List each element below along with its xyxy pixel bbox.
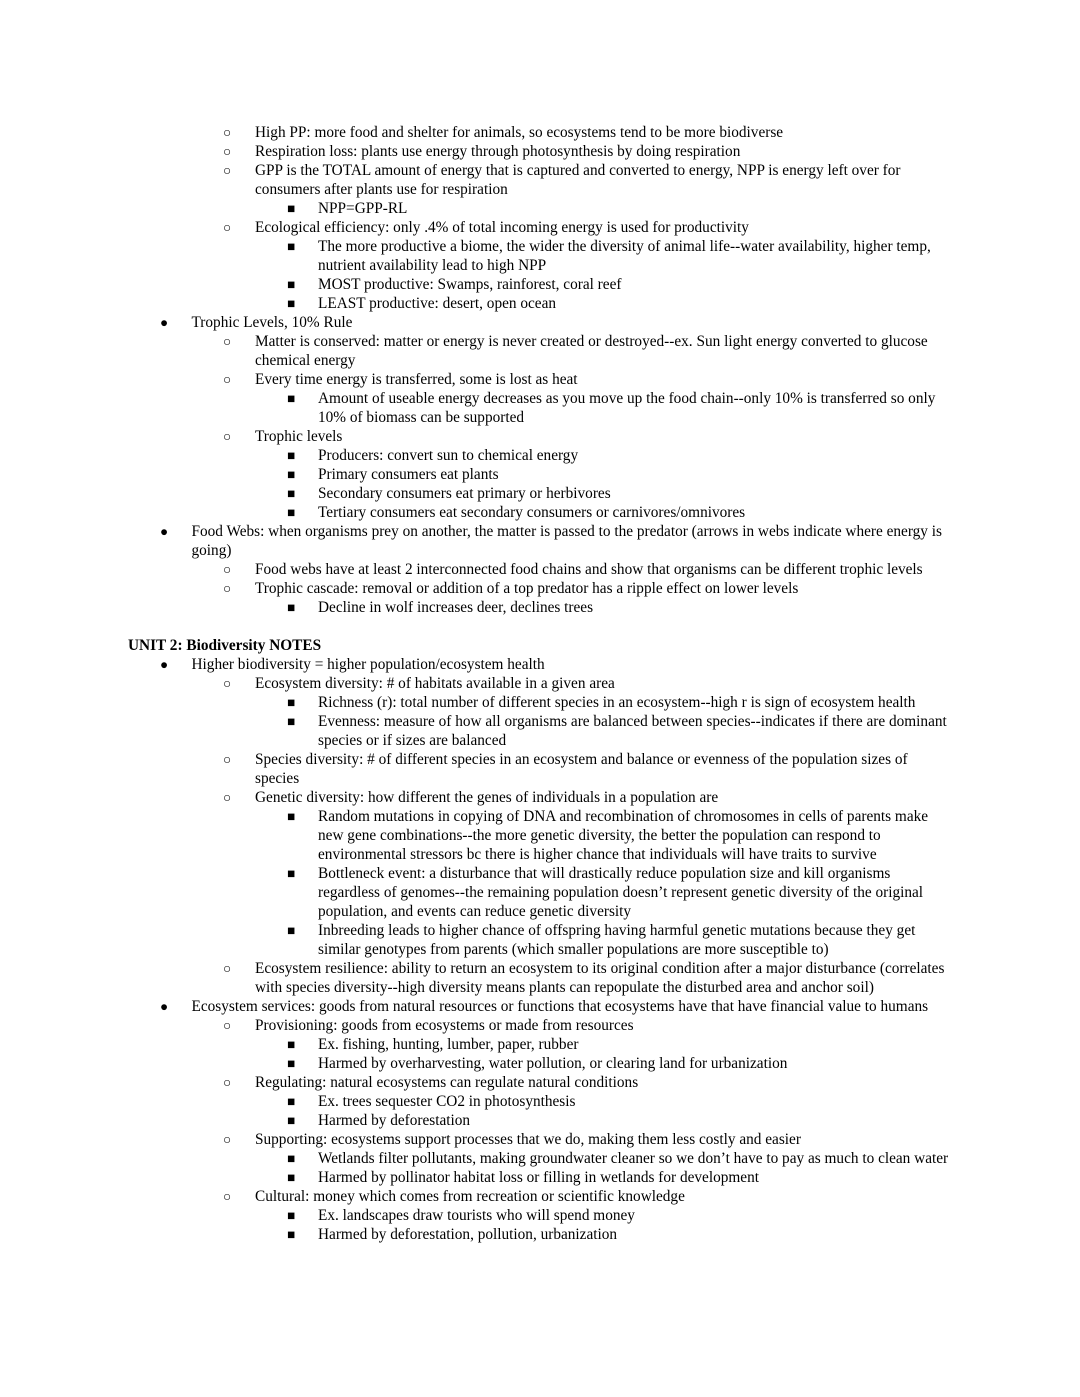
list-item-text: MOST productive: Swamps, rainforest, coral reef bbox=[318, 276, 622, 293]
bullet-square-icon: ■ bbox=[287, 695, 296, 710]
bullet-square-icon: ■ bbox=[287, 1170, 296, 1185]
list-item-text: Higher biodiversity = higher population/ecosystem health bbox=[191, 656, 545, 673]
list-item-text: Trophic cascade: removal or addition of a top predator has a ripple effect on lower levels bbox=[255, 580, 799, 597]
bullet-circle-icon: ○ bbox=[223, 676, 232, 691]
list-item bbox=[128, 1035, 952, 1054]
bullet-circle-icon: ○ bbox=[223, 1189, 232, 1204]
list-item bbox=[128, 1225, 952, 1244]
list-item bbox=[128, 370, 952, 389]
list-item-text: Bottleneck event: a disturbance that will drastically reduce population size and kill organisms regardless of genomes--the remaining population doesn’t represent genetic diversity of the original population, and events can reduce genetic diversity bbox=[318, 865, 924, 920]
list-item-text: LEAST productive: desert, open ocean bbox=[318, 295, 557, 312]
list-item-text: Food Webs: when organisms prey on another, the matter is passed to the predator (arrows in webs indicate where energy is going) bbox=[191, 523, 942, 559]
list-item-text: Regulating: natural ecosystems can regulate natural conditions bbox=[255, 1074, 639, 1091]
bullet-circle-icon: ○ bbox=[223, 581, 232, 596]
list-item-text: Harmed by pollinator habitat loss or filling in wetlands for development bbox=[318, 1169, 759, 1186]
list-item bbox=[128, 332, 952, 370]
bullet-disc-icon: ● bbox=[160, 999, 169, 1014]
list-item bbox=[128, 142, 952, 161]
section-heading: UNIT 2: Biodiversity NOTES bbox=[128, 637, 322, 654]
list-item bbox=[128, 161, 952, 199]
list-item bbox=[128, 674, 952, 693]
list-item-text: Primary consumers eat plants bbox=[318, 466, 499, 483]
list-item-text: Harmed by overharvesting, water pollution, or clearing land for urbanization bbox=[318, 1055, 788, 1072]
list-item bbox=[128, 921, 952, 959]
bullet-square-icon: ■ bbox=[287, 239, 296, 254]
bullet-circle-icon: ○ bbox=[223, 163, 232, 178]
bullet-circle-icon: ○ bbox=[223, 429, 232, 444]
list-item bbox=[128, 218, 952, 237]
list-item bbox=[128, 788, 952, 807]
list-item bbox=[128, 693, 952, 712]
list-item-text: Harmed by deforestation, pollution, urbanization bbox=[318, 1226, 618, 1243]
bullet-square-icon: ■ bbox=[287, 600, 296, 615]
bullet-square-icon: ■ bbox=[287, 505, 296, 520]
list-item-text: Species diversity: # of different species in an ecosystem and balance or evenness of the population sizes of species bbox=[255, 751, 908, 787]
list-item bbox=[128, 959, 952, 997]
list-item-text: Food webs have at least 2 interconnected food chains and show that organisms can be different trophic levels bbox=[255, 561, 923, 578]
list-item bbox=[128, 446, 952, 465]
bullet-square-icon: ■ bbox=[287, 277, 296, 292]
list-item-text: Decline in wolf increases deer, declines trees bbox=[318, 599, 594, 616]
list-item-text: Trophic Levels, 10% Rule bbox=[191, 314, 353, 331]
list-item bbox=[128, 503, 952, 522]
list-item-text: Ecosystem resilience: ability to return an ecosystem to its original condition after a major disturbance (correlates with species diversity--high diversity means plants can repopulate the disturbed area and anchor soil) bbox=[255, 960, 945, 996]
list-item bbox=[128, 389, 952, 427]
list-item-text: Ex. fishing, hunting, lumber, paper, rubber bbox=[318, 1036, 579, 1053]
bullet-square-icon: ■ bbox=[287, 448, 296, 463]
list-item-text: Every time energy is transferred, some is lost as heat bbox=[255, 371, 578, 388]
bullet-square-icon: ■ bbox=[287, 809, 296, 824]
bullet-circle-icon: ○ bbox=[223, 790, 232, 805]
list-item bbox=[128, 313, 952, 332]
list-item bbox=[128, 598, 952, 617]
bullet-square-icon: ■ bbox=[287, 296, 296, 311]
bullet-square-icon: ■ bbox=[287, 1056, 296, 1071]
document-content bbox=[128, 123, 952, 1244]
list-item-text: Tertiary consumers eat secondary consumers or carnivores/omnivores bbox=[318, 504, 746, 521]
list-item-text: Amount of useable energy decreases as you move up the food chain--only 10% is transferred so only 10% of biomass can be supported bbox=[318, 390, 936, 426]
bullet-square-icon: ■ bbox=[287, 1151, 296, 1166]
list-item-text: NPP=GPP-RL bbox=[318, 200, 408, 217]
list-item bbox=[128, 750, 952, 788]
list-item bbox=[128, 199, 952, 218]
list-item-text: Secondary consumers eat primary or herbivores bbox=[318, 485, 611, 502]
list-item bbox=[128, 997, 952, 1016]
list-item bbox=[128, 275, 952, 294]
bullet-square-icon: ■ bbox=[287, 1113, 296, 1128]
list-item bbox=[128, 807, 952, 864]
list-item-text: Inbreeding leads to higher chance of offspring having harmful genetic mutations because they get similar genotypes from parents (which smaller populations are more susceptible to) bbox=[318, 922, 916, 958]
list-item bbox=[128, 484, 952, 503]
list-item bbox=[128, 237, 952, 275]
bullet-circle-icon: ○ bbox=[223, 334, 232, 349]
list-item-text: Evenness: measure of how all organisms are balanced between species--indicates if there are dominant species or if sizes are balanced bbox=[318, 713, 947, 749]
bullet-square-icon: ■ bbox=[287, 486, 296, 501]
list-item bbox=[128, 1073, 952, 1092]
list-item-text: Ecosystem diversity: # of habitats available in a given area bbox=[255, 675, 615, 692]
bullet-square-icon: ■ bbox=[287, 1037, 296, 1052]
list-item bbox=[128, 522, 952, 560]
list-item bbox=[128, 560, 952, 579]
list-item bbox=[128, 1149, 952, 1168]
list-item-text: Ex. landscapes draw tourists who will spend money bbox=[318, 1207, 635, 1224]
list-item bbox=[128, 1016, 952, 1035]
list-item bbox=[128, 1054, 952, 1073]
list-item-text: Cultural: money which comes from recreation or scientific knowledge bbox=[255, 1188, 685, 1205]
list-item-text: High PP: more food and shelter for animals, so ecosystems tend to be more biodiverse bbox=[255, 124, 784, 141]
bullet-square-icon: ■ bbox=[287, 1227, 296, 1242]
bullet-square-icon: ■ bbox=[287, 714, 296, 729]
bullet-circle-icon: ○ bbox=[223, 1132, 232, 1147]
bullet-square-icon: ■ bbox=[287, 1208, 296, 1223]
bullet-circle-icon: ○ bbox=[223, 1075, 232, 1090]
bullet-circle-icon: ○ bbox=[223, 125, 232, 140]
list-item-text: Richness (r): total number of different species in an ecosystem--high r is sign of ecosystem health bbox=[318, 694, 916, 711]
bullet-circle-icon: ○ bbox=[223, 562, 232, 577]
list-item-text: Producers: convert sun to chemical energy bbox=[318, 447, 579, 464]
list-item-text: Harmed by deforestation bbox=[318, 1112, 471, 1129]
list-item bbox=[128, 1168, 952, 1187]
list-item bbox=[128, 1187, 952, 1206]
bullet-square-icon: ■ bbox=[287, 923, 296, 938]
bullet-square-icon: ■ bbox=[287, 866, 296, 881]
list-item-text: Ecological efficiency: only .4% of total incoming energy is used for productivity bbox=[255, 219, 749, 236]
list-item-text: Respiration loss: plants use energy through photosynthesis by doing respiration bbox=[255, 143, 741, 160]
list-item bbox=[128, 465, 952, 484]
list-item bbox=[128, 579, 952, 598]
list-item-text: Ecosystem services: goods from natural resources or functions that ecosystems have that have financial value to humans bbox=[191, 998, 929, 1015]
bullet-circle-icon: ○ bbox=[223, 220, 232, 235]
list-item bbox=[128, 864, 952, 921]
bullet-disc-icon: ● bbox=[160, 315, 169, 330]
list-item-text: The more productive a biome, the wider the diversity of animal life--water availability, higher temp, nutrient availability lead to high NPP bbox=[318, 238, 931, 274]
list-item-text: Random mutations in copying of DNA and recombination of chromosomes in cells of parents make new gene combinations--the more genetic diversity, the better the population can respond to environmental stressors bc there is higher chance that individuals will have traits to survive bbox=[318, 808, 929, 863]
list-item-text: GPP is the TOTAL amount of energy that is captured and converted to energy, NPP is energy left over for consumers after plants use for respiration bbox=[255, 162, 901, 198]
list-item bbox=[128, 1130, 952, 1149]
list-item-text: Wetlands filter pollutants, making groundwater cleaner so we don’t have to pay as much to clean water bbox=[318, 1150, 949, 1167]
list-item bbox=[128, 294, 952, 313]
list-item-text: Matter is conserved: matter or energy is never created or destroyed--ex. Sun light energy converted to glucose chemical energy bbox=[255, 333, 928, 369]
bullet-circle-icon: ○ bbox=[223, 752, 232, 767]
bullet-square-icon: ■ bbox=[287, 201, 296, 216]
list-item-text: Provisioning: goods from ecosystems or made from resources bbox=[255, 1017, 634, 1034]
bullet-circle-icon: ○ bbox=[223, 1018, 232, 1033]
list-item bbox=[128, 1206, 952, 1225]
list-item bbox=[128, 123, 952, 142]
list-item-text: Genetic diversity: how different the genes of individuals in a population are bbox=[255, 789, 719, 806]
list-item bbox=[128, 712, 952, 750]
list-item bbox=[128, 655, 952, 674]
bullet-circle-icon: ○ bbox=[223, 372, 232, 387]
list-item-text: Supporting: ecosystems support processes that we do, making them less costly and easier bbox=[255, 1131, 801, 1148]
bullet-disc-icon: ● bbox=[160, 524, 169, 539]
list-item bbox=[128, 1092, 952, 1111]
list-item bbox=[128, 427, 952, 446]
bullet-circle-icon: ○ bbox=[223, 961, 232, 976]
bullet-disc-icon: ● bbox=[160, 657, 169, 672]
list-item-text: Trophic levels bbox=[255, 428, 343, 445]
bullet-circle-icon: ○ bbox=[223, 144, 232, 159]
list-item-text: Ex. trees sequester CO2 in photosynthesis bbox=[318, 1093, 576, 1110]
bullet-square-icon: ■ bbox=[287, 391, 296, 406]
list-item bbox=[128, 1111, 952, 1130]
bullet-square-icon: ■ bbox=[287, 467, 296, 482]
bullet-square-icon: ■ bbox=[287, 1094, 296, 1109]
